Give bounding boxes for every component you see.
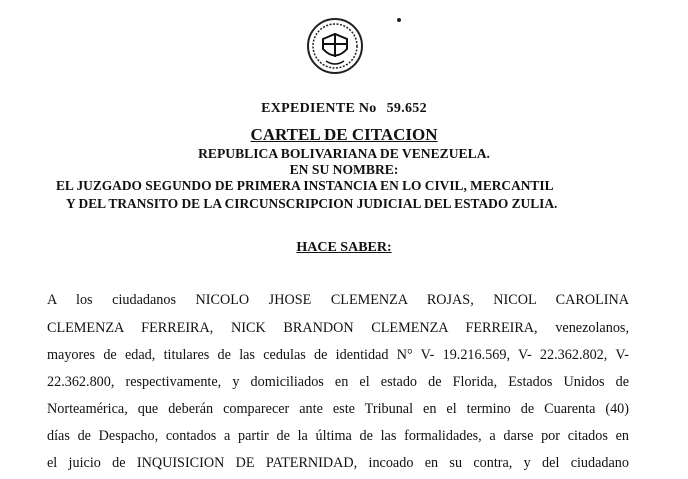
expediente-line [0,101,688,117]
body-line: mayores de edad, titulares de las cedulas de identidad N° V- 19.216.569, V- 22.362.802, V- [47,347,629,363]
body-line: días de Despacho, contados a partir de la última de las formalidades, a darse por citados en [47,428,629,444]
cartel-title: CARTEL DE CITACION [250,125,438,144]
expediente-label: EXPEDIENTE No [261,101,377,116]
body-line: Norteamérica, que deberán comparecer ante este Tribunal en el termino de Cuarenta (40) [47,401,629,417]
expediente-number: 59.652 [386,101,427,116]
body-line: 22.362.800, respectivamente, y domiciliados en el estado de Florida, Estados Unidos de [47,374,629,390]
cartel-title-row [0,125,688,145]
juzgado-line-1: EL JUZGADO SEGUNDO DE PRIMERA INSTANCIA EN LO CIVIL, MERCANTIL [56,178,554,193]
body-line: el juicio de INQUISICION DE PATERNIDAD, incoado en su contra, y del ciudadano [47,455,629,471]
body-line: A los ciudadanos NICOLO JHOSE CLEMENZA ROJAS, NICOL CAROLINA [47,292,629,308]
republic-heading: REPUBLICA BOLIVARIANA DE VENEZUELA. [198,146,490,161]
body-line: CLEMENZA FERREIRA, NICK BRANDON CLEMENZA FERREIRA, venezolanos, [47,320,629,336]
hace-saber-row [0,240,688,256]
ink-dot [397,18,401,22]
juzgado-line-2: Y DEL TRANSITO DE LA CIRCUNSCRIPCION JUDICIAL DEL ESTADO ZULIA. [66,196,558,211]
en-su-nombre-heading: EN SU NOMBRE: [289,162,399,177]
hace-saber-heading: HACE SABER: [296,240,392,255]
court-seal-icon [306,17,364,75]
